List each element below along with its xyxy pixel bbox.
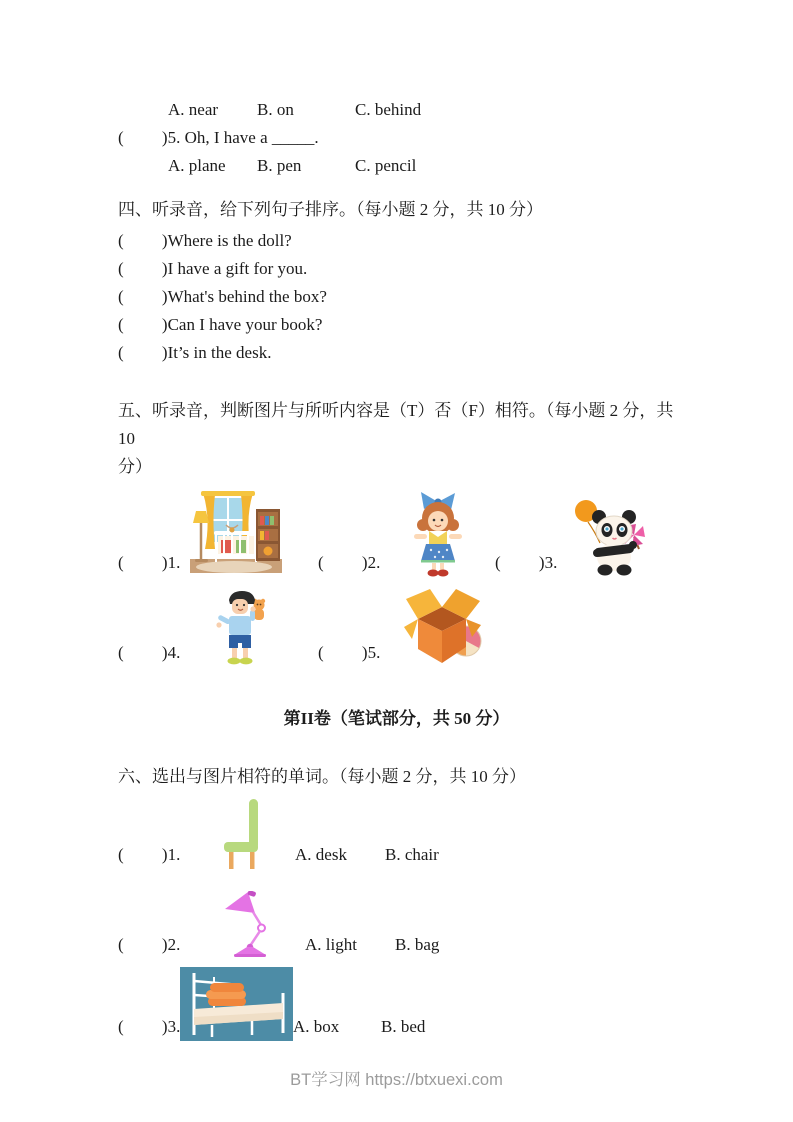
sentence-item: ( )Can I have your book?	[118, 315, 323, 334]
answer-blank-label: ( )4.	[118, 643, 181, 662]
section4-items	[118, 227, 693, 367]
sentence-item: ( )I have a gift for you.	[118, 259, 308, 278]
section5-row1	[118, 489, 693, 577]
answer-blank-label: ( )3.	[118, 1017, 181, 1036]
section5-title	[118, 397, 693, 481]
option-b: B. pen	[257, 156, 302, 175]
doll-image	[408, 489, 468, 577]
section6-row2	[118, 891, 693, 959]
option-b: B. bed	[381, 1017, 426, 1036]
section6-row3	[118, 967, 693, 1041]
option-a: A. box	[293, 1017, 340, 1036]
exam-content	[118, 96, 693, 1041]
option-a: A. plane	[168, 156, 226, 175]
option-a: A. desk	[295, 845, 347, 864]
boy-with-teddy-bear-image	[215, 589, 272, 667]
section5-row2	[118, 585, 693, 667]
section5-title-line2: 分）	[118, 457, 152, 476]
option-a: A. light	[305, 935, 357, 954]
question5-stem: ( )5. Oh, I have a _____.	[118, 128, 319, 147]
desk-lamp-image	[222, 891, 305, 959]
site-watermark: BT学习网 https://btxuexi.com	[290, 1071, 503, 1089]
bed-image	[180, 967, 293, 1041]
option-a: A. near	[168, 100, 219, 119]
section6-row1	[118, 799, 693, 869]
answer-blank-label: ( )1.	[118, 845, 181, 864]
section6-title: 六、选出与图片相符的单词。（每小题 2 分，共 10 分）	[118, 767, 526, 786]
part2-header: 第II卷（笔试部分，共 50 分）	[283, 709, 510, 728]
option-c: C. behind	[355, 100, 422, 119]
sentence-item: ( )Where is the doll?	[118, 231, 292, 250]
open-gift-box-image	[400, 585, 485, 667]
option-c: C. pencil	[355, 156, 417, 175]
option-b: B. on	[257, 100, 294, 119]
sentence-item: ( )It’s in the desk.	[118, 343, 272, 362]
answer-blank-label: ( )5.	[318, 643, 381, 662]
answer-blank-label: ( )2.	[118, 935, 181, 954]
section5-title-line1: 五、听录音，判断图片与所听内容是（T）否（F）相符。（每小题 2 分，共 10	[118, 401, 678, 448]
section4-title: 四、听录音，给下列句子排序。（每小题 2 分，共 10 分）	[118, 200, 543, 219]
chair-image	[222, 799, 295, 869]
sentence-item: ( )What's behind the box?	[118, 287, 327, 306]
option-b: B. bag	[395, 935, 440, 954]
answer-blank-label: ( )1.	[118, 553, 181, 572]
answer-blank-label: ( )3.	[495, 553, 558, 572]
nursery-room-image	[190, 489, 282, 577]
answer-blank-label: ( )2.	[318, 553, 381, 572]
question4-options-row	[118, 96, 693, 124]
panda-with-balloon-image	[573, 497, 648, 577]
option-b: B. chair	[385, 845, 439, 864]
question5-options-row	[118, 152, 693, 180]
